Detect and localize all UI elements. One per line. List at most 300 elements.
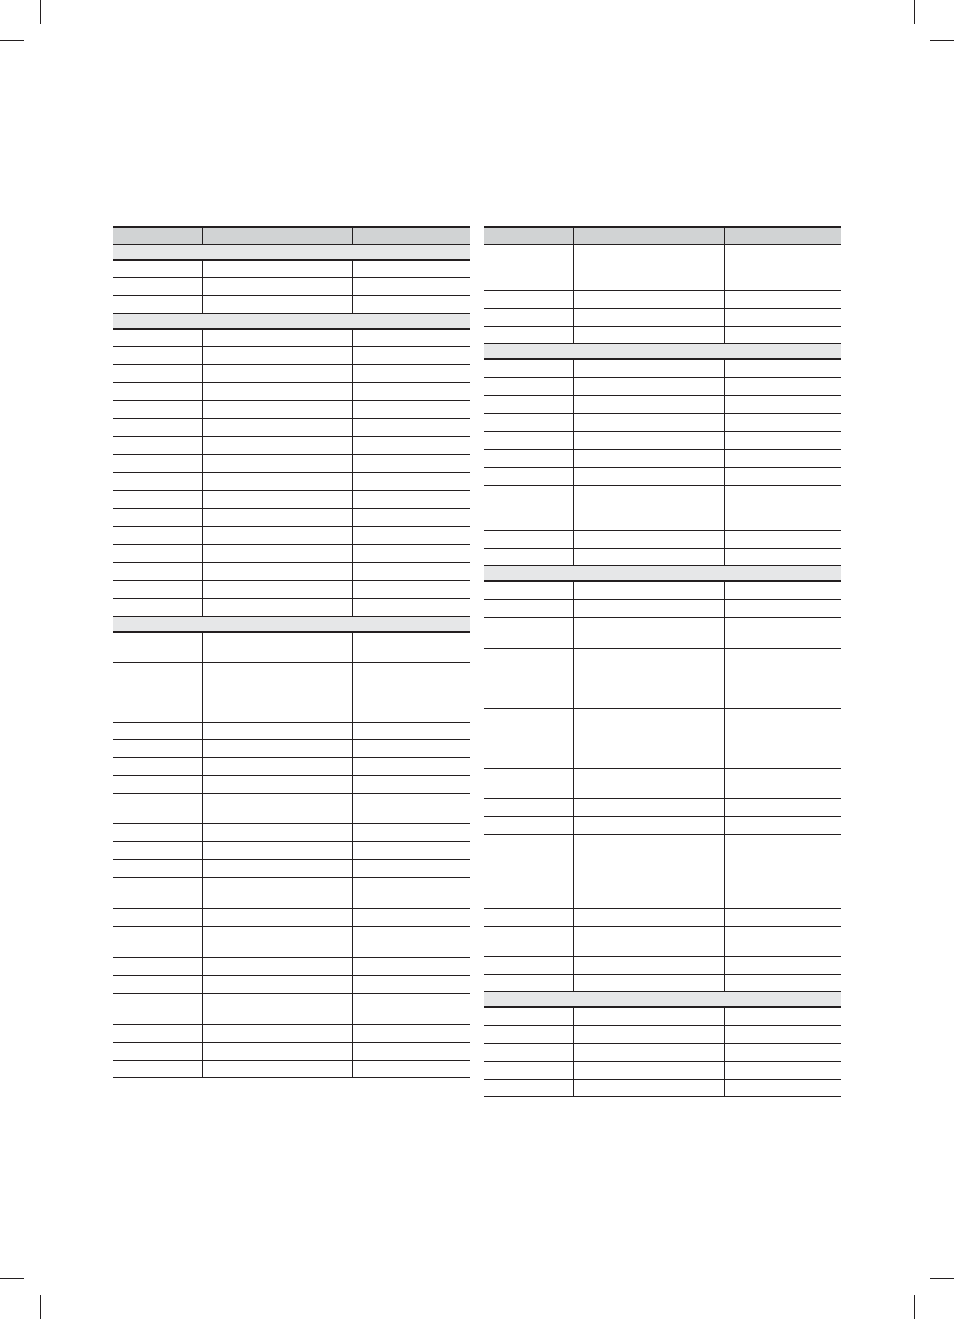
table-row — [113, 382, 470, 400]
table-cell-col-1 — [113, 364, 202, 382]
table-row — [113, 975, 470, 993]
table-cell-col-1 — [113, 1060, 202, 1077]
table-row — [484, 548, 841, 565]
table-cell-col-3 — [352, 436, 470, 454]
table-row — [113, 295, 470, 313]
table-cell-col-3 — [724, 413, 841, 431]
table-row — [484, 1061, 841, 1079]
table-cell-col-1 — [484, 1061, 573, 1079]
table-cell-col-3 — [352, 722, 470, 739]
table-body — [113, 244, 470, 1077]
table-cell-col-3 — [724, 377, 841, 395]
table-row — [113, 1042, 470, 1060]
table-row — [484, 599, 841, 617]
table-cell-col-1 — [484, 974, 573, 991]
table-cell-col-1 — [484, 449, 573, 467]
table-row — [484, 908, 841, 926]
table-row — [113, 793, 470, 823]
table-cell-col-1 — [113, 562, 202, 580]
table-row — [484, 431, 841, 449]
table-cell-col-1 — [113, 598, 202, 616]
table-cell-col-2 — [202, 926, 352, 957]
table-row — [484, 326, 841, 343]
header-cell-2 — [573, 227, 724, 244]
table-cell-col-3 — [724, 1061, 841, 1079]
table-row — [484, 395, 841, 413]
table-cell-col-2 — [202, 454, 352, 472]
table-cell-col-1 — [113, 277, 202, 295]
table-cell-col-1 — [484, 1025, 573, 1043]
table-cell-col-1 — [484, 413, 573, 431]
table-cell-col-2 — [202, 793, 352, 823]
table-cell-col-3 — [724, 768, 841, 798]
header-cell-1 — [113, 227, 202, 244]
table-cell-col-3 — [724, 395, 841, 413]
table-cell-col-1 — [113, 722, 202, 739]
table-cell-col-3 — [352, 562, 470, 580]
section-header-row — [113, 616, 470, 632]
table-cell-col-2 — [573, 467, 724, 485]
table-cell-col-1 — [113, 436, 202, 454]
table-cell-col-3 — [352, 1060, 470, 1077]
table-row — [113, 1060, 470, 1077]
table-cell-col-3 — [724, 816, 841, 834]
table-row — [113, 418, 470, 436]
table-row — [113, 1024, 470, 1042]
table-cell-col-1 — [484, 467, 573, 485]
table-row — [484, 290, 841, 308]
table-row — [113, 508, 470, 526]
table-row — [484, 816, 841, 834]
table-cell-col-3 — [724, 834, 841, 908]
table-cell-col-2 — [573, 530, 724, 548]
table-cell-col-3 — [724, 359, 841, 377]
crop-mark-bottom-left-horizontal — [0, 1278, 24, 1279]
table-row — [484, 581, 841, 599]
table-cell-col-1 — [484, 1007, 573, 1025]
table-row — [113, 364, 470, 382]
crop-mark-top-right-vertical — [914, 0, 915, 24]
table-cell-col-2 — [202, 823, 352, 841]
table-row — [484, 617, 841, 648]
table-cell-col-2 — [202, 436, 352, 454]
table-cell-col-1 — [484, 599, 573, 617]
table-cell-col-2 — [573, 244, 724, 290]
table-cell-col-3 — [724, 798, 841, 816]
table-cell-col-1 — [113, 346, 202, 364]
table-row — [113, 877, 470, 908]
table-cell-col-3 — [352, 364, 470, 382]
table-cell-col-2 — [573, 326, 724, 343]
table-cell-col-3 — [352, 346, 470, 364]
table-cell-col-2 — [573, 768, 724, 798]
table-cell-col-2 — [202, 722, 352, 739]
table-cell-col-3 — [724, 956, 841, 974]
table-cell-col-3 — [724, 1079, 841, 1096]
table-cell-col-2 — [573, 359, 724, 377]
table-cell-col-2 — [573, 798, 724, 816]
table-cell-col-2 — [202, 993, 352, 1024]
table-cell-col-1 — [113, 859, 202, 877]
table-cell-col-3 — [352, 580, 470, 598]
table-cell-col-2 — [573, 648, 724, 708]
table-cell-col-3 — [724, 467, 841, 485]
table-cell-col-2 — [202, 632, 352, 662]
table-cell-col-3 — [724, 1025, 841, 1043]
table-row — [113, 526, 470, 544]
table-cell-col-1 — [113, 757, 202, 775]
table-row — [484, 974, 841, 991]
table-cell-col-3 — [352, 859, 470, 877]
table-cell-col-2 — [573, 581, 724, 599]
table-cell-col-3 — [352, 841, 470, 859]
table-cell-col-2 — [573, 617, 724, 648]
table-row — [113, 544, 470, 562]
table-cell-col-1 — [113, 1042, 202, 1060]
table-cell-col-1 — [113, 739, 202, 757]
table-cell-col-1 — [113, 508, 202, 526]
table-cell-col-3 — [352, 775, 470, 793]
table-cell-col-1 — [484, 485, 573, 530]
table-cell-col-2 — [202, 775, 352, 793]
table-cell-col-3 — [724, 326, 841, 343]
table-cell-col-2 — [202, 472, 352, 490]
table-cell-col-2 — [202, 1042, 352, 1060]
table-cell-col-1 — [113, 454, 202, 472]
table-cell-col-1 — [113, 382, 202, 400]
table-cell-col-2 — [573, 708, 724, 768]
table-cell-col-2 — [202, 975, 352, 993]
table-cell-col-1 — [113, 400, 202, 418]
table-cell-col-1 — [113, 260, 202, 277]
table-cell-col-2 — [202, 598, 352, 616]
table-cell-col-2 — [202, 418, 352, 436]
table-cell-col-2 — [573, 1043, 724, 1061]
table-cell-col-1 — [484, 956, 573, 974]
table-row — [113, 632, 470, 662]
table-row — [113, 722, 470, 739]
table-cell-col-1 — [113, 908, 202, 926]
table-cell-col-2 — [202, 562, 352, 580]
right-spec-table — [484, 226, 841, 1097]
table-row — [484, 449, 841, 467]
table-cell-col-1 — [484, 548, 573, 565]
table-cell-col-3 — [352, 329, 470, 346]
table-cell-col-3 — [724, 244, 841, 290]
table-cell-col-2 — [202, 490, 352, 508]
table-cell-col-2 — [202, 364, 352, 382]
table-cell-col-1 — [113, 975, 202, 993]
table-row — [113, 859, 470, 877]
table-cell-col-2 — [202, 1024, 352, 1042]
table-row — [113, 662, 470, 722]
table-row — [484, 377, 841, 395]
header-cell-2 — [202, 227, 352, 244]
table-cell-col-1 — [484, 326, 573, 343]
table-cell-col-3 — [724, 617, 841, 648]
table-cell-col-2 — [573, 431, 724, 449]
table-cell-col-1 — [113, 957, 202, 975]
table-cell-col-1 — [113, 1024, 202, 1042]
table-row — [113, 346, 470, 364]
table-cell-col-2 — [573, 1079, 724, 1096]
table-row — [484, 956, 841, 974]
table-cell-col-1 — [113, 877, 202, 908]
header-cell-3 — [724, 227, 841, 244]
table-row — [113, 562, 470, 580]
section-header-label — [484, 991, 841, 1007]
table-row — [484, 467, 841, 485]
table-cell-col-2 — [573, 377, 724, 395]
table-cell-col-1 — [113, 926, 202, 957]
table-cell-col-3 — [352, 823, 470, 841]
table-cell-col-1 — [484, 834, 573, 908]
table-cell-col-2 — [202, 757, 352, 775]
table-row — [113, 598, 470, 616]
table-cell-col-3 — [352, 382, 470, 400]
table-row — [113, 841, 470, 859]
table-cell-col-1 — [113, 823, 202, 841]
table-cell-col-2 — [573, 413, 724, 431]
table-cell-col-2 — [202, 508, 352, 526]
table-cell-col-3 — [724, 431, 841, 449]
table-cell-col-2 — [573, 548, 724, 565]
table-cell-col-1 — [484, 926, 573, 956]
table-cell-col-2 — [573, 974, 724, 991]
table-row — [484, 308, 841, 326]
table-cell-col-3 — [724, 908, 841, 926]
table-cell-col-2 — [202, 526, 352, 544]
table-cell-col-1 — [113, 580, 202, 598]
table-cell-col-3 — [724, 926, 841, 956]
table-cell-col-2 — [202, 277, 352, 295]
table-cell-col-3 — [352, 277, 470, 295]
table-cell-col-2 — [573, 308, 724, 326]
table-cell-col-3 — [724, 1043, 841, 1061]
table-cell-col-3 — [352, 598, 470, 616]
table-cell-col-1 — [484, 581, 573, 599]
table-cell-col-3 — [724, 485, 841, 530]
table-cell-col-1 — [484, 768, 573, 798]
table-cell-col-3 — [724, 308, 841, 326]
table-cell-col-1 — [113, 841, 202, 859]
table-cell-col-2 — [202, 346, 352, 364]
table-cell-col-2 — [573, 1061, 724, 1079]
table-cell-col-3 — [724, 648, 841, 708]
table-row — [113, 739, 470, 757]
table-cell-col-1 — [113, 775, 202, 793]
table-cell-col-3 — [352, 793, 470, 823]
table-cell-col-1 — [484, 395, 573, 413]
left-spec-table — [113, 226, 470, 1078]
header-cell-3 — [352, 227, 470, 244]
table-cell-col-3 — [352, 993, 470, 1024]
table-cell-col-1 — [113, 662, 202, 722]
table-row — [113, 775, 470, 793]
table-cell-col-1 — [484, 816, 573, 834]
table-cell-col-3 — [352, 926, 470, 957]
section-header-row — [484, 991, 841, 1007]
table-cell-col-3 — [724, 530, 841, 548]
table-cell-col-3 — [352, 1024, 470, 1042]
table-cell-col-1 — [484, 1079, 573, 1096]
section-header-row — [484, 565, 841, 581]
table-cell-col-1 — [113, 544, 202, 562]
table-cell-col-3 — [352, 418, 470, 436]
crop-mark-bottom-right-vertical — [914, 1295, 915, 1319]
table-cell-col-3 — [724, 548, 841, 565]
table-cell-col-3 — [352, 508, 470, 526]
table-cell-col-2 — [202, 859, 352, 877]
table-cell-col-2 — [202, 544, 352, 562]
table-cell-col-1 — [113, 526, 202, 544]
crop-mark-top-right-horizontal — [930, 40, 954, 41]
table-cell-col-3 — [352, 1042, 470, 1060]
table-row — [113, 436, 470, 454]
table-cell-col-1 — [484, 798, 573, 816]
table-cell-col-3 — [724, 708, 841, 768]
crop-mark-top-left-vertical — [40, 0, 41, 24]
table-row — [113, 993, 470, 1024]
table-cell-col-2 — [573, 449, 724, 467]
table-cell-col-3 — [724, 1007, 841, 1025]
table-cell-col-3 — [352, 260, 470, 277]
table-cell-col-2 — [573, 834, 724, 908]
crop-mark-bottom-left-vertical — [40, 1295, 41, 1319]
table-cell-col-3 — [724, 599, 841, 617]
table-cell-col-3 — [352, 490, 470, 508]
table-cell-col-2 — [573, 1025, 724, 1043]
table-cell-col-2 — [202, 400, 352, 418]
table-row — [484, 359, 841, 377]
table-cell-col-1 — [113, 632, 202, 662]
header-cell-1 — [484, 227, 573, 244]
table-row — [484, 834, 841, 908]
table-row — [113, 329, 470, 346]
table-cell-col-2 — [202, 877, 352, 908]
table-cell-col-2 — [573, 290, 724, 308]
table-cell-col-1 — [113, 472, 202, 490]
table-cell-col-2 — [573, 1007, 724, 1025]
table-cell-col-3 — [352, 526, 470, 544]
crop-mark-top-left-horizontal — [0, 40, 24, 41]
section-header-label — [484, 343, 841, 359]
table-cell-col-2 — [573, 926, 724, 956]
table-cell-col-3 — [352, 295, 470, 313]
table-cell-col-1 — [113, 793, 202, 823]
table-header-row — [113, 227, 470, 244]
table-row — [113, 260, 470, 277]
table-cell-col-3 — [352, 662, 470, 722]
table-cell-col-3 — [724, 974, 841, 991]
table-row — [484, 1025, 841, 1043]
table-row — [484, 413, 841, 431]
table-row — [113, 823, 470, 841]
table-cell-col-1 — [113, 993, 202, 1024]
table-row — [113, 490, 470, 508]
table-row — [113, 454, 470, 472]
table-cell-col-2 — [202, 908, 352, 926]
table-row — [113, 277, 470, 295]
table-row — [484, 485, 841, 530]
section-header-label — [113, 244, 470, 260]
table-row — [484, 708, 841, 768]
table-row — [113, 957, 470, 975]
table-cell-col-3 — [352, 454, 470, 472]
table-cell-col-2 — [202, 1060, 352, 1077]
table-cell-col-2 — [573, 485, 724, 530]
table-row — [113, 472, 470, 490]
section-header-label — [484, 565, 841, 581]
table-cell-col-3 — [352, 757, 470, 775]
table-cell-col-1 — [484, 708, 573, 768]
table-cell-col-2 — [573, 599, 724, 617]
section-header-label — [113, 616, 470, 632]
table-row — [484, 530, 841, 548]
table-row — [484, 798, 841, 816]
table-cell-col-1 — [113, 418, 202, 436]
table-row — [484, 1043, 841, 1061]
table-cell-col-1 — [113, 295, 202, 313]
table-cell-col-2 — [202, 662, 352, 722]
section-header-label — [113, 313, 470, 329]
table-cell-col-2 — [202, 739, 352, 757]
table-cell-col-2 — [202, 260, 352, 277]
table-cell-col-2 — [202, 295, 352, 313]
table-cell-col-3 — [724, 449, 841, 467]
table-cell-col-3 — [352, 908, 470, 926]
table-cell-col-1 — [484, 244, 573, 290]
table-cell-col-3 — [352, 472, 470, 490]
table-cell-col-2 — [202, 841, 352, 859]
table-cell-col-1 — [484, 290, 573, 308]
section-header-row — [113, 244, 470, 260]
table-cell-col-1 — [484, 431, 573, 449]
table-cell-col-3 — [724, 581, 841, 599]
table-cell-col-2 — [202, 957, 352, 975]
table-cell-col-3 — [352, 632, 470, 662]
table-cell-col-2 — [573, 956, 724, 974]
table-cell-col-2 — [573, 908, 724, 926]
table-header-row — [484, 227, 841, 244]
table-cell-col-3 — [724, 290, 841, 308]
table-cell-col-2 — [202, 382, 352, 400]
table-cell-col-1 — [484, 530, 573, 548]
table-cell-col-2 — [202, 329, 352, 346]
table-cell-col-3 — [352, 877, 470, 908]
section-header-row — [484, 343, 841, 359]
table-row — [484, 768, 841, 798]
table-cell-col-1 — [484, 908, 573, 926]
crop-mark-bottom-right-horizontal — [930, 1278, 954, 1279]
table-row — [113, 757, 470, 775]
table-row — [484, 244, 841, 290]
table-row — [484, 1007, 841, 1025]
table-cell-col-1 — [113, 329, 202, 346]
section-header-row — [113, 313, 470, 329]
table-cell-col-3 — [352, 975, 470, 993]
table-row — [113, 908, 470, 926]
table-cell-col-3 — [352, 739, 470, 757]
table-row — [484, 1079, 841, 1096]
table-cell-col-1 — [484, 377, 573, 395]
table-row — [113, 400, 470, 418]
table-cell-col-1 — [484, 648, 573, 708]
table-cell-col-3 — [352, 544, 470, 562]
table-cell-col-1 — [484, 308, 573, 326]
table-row — [113, 580, 470, 598]
table-cell-col-2 — [573, 395, 724, 413]
